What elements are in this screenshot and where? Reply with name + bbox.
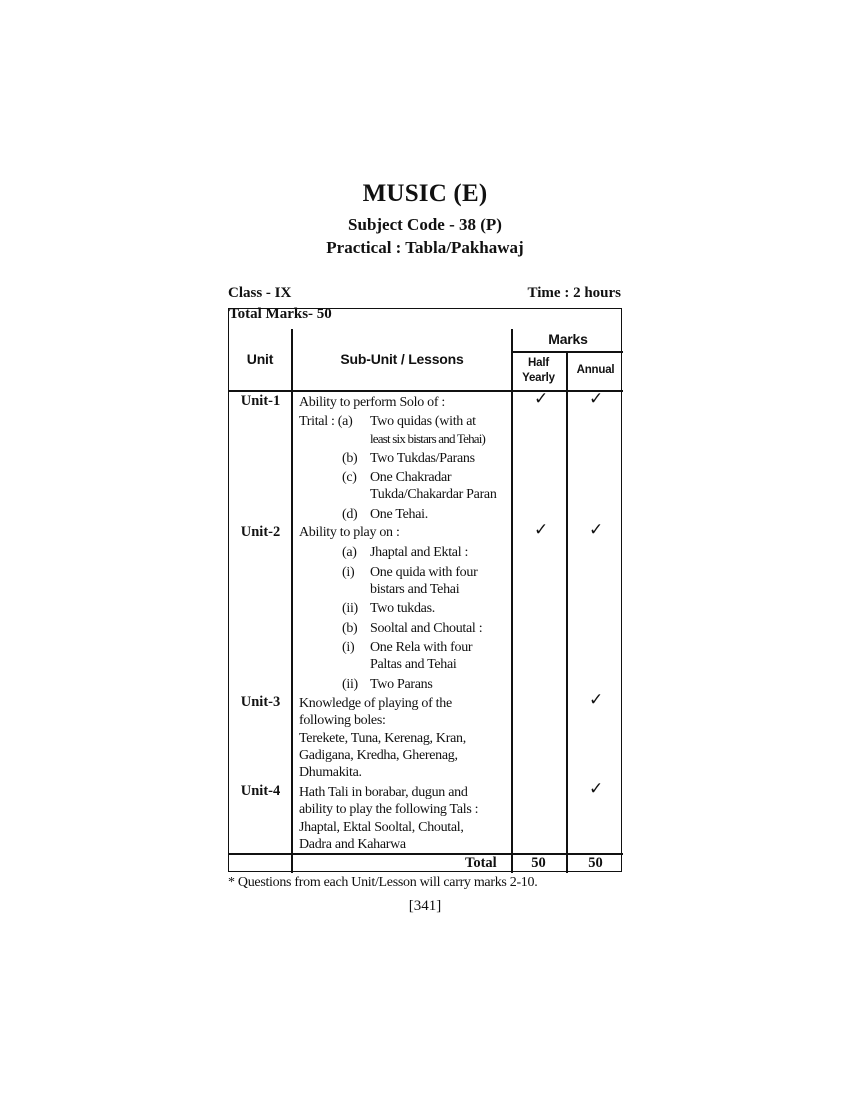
header-divider — [229, 390, 623, 392]
lesson-marker: Trital : (a) — [299, 414, 353, 429]
lesson-line: Jhaptal, Ektal Sooltal, Choutal, — [299, 820, 464, 835]
lesson-marker: (ii) — [342, 677, 358, 692]
lesson-line: Knowledge of playing of the — [299, 696, 452, 711]
lesson-marker: (b) — [342, 621, 358, 636]
lesson-line: ability to play the following Tals : — [299, 802, 479, 817]
lesson-line: Two Parans — [370, 677, 433, 692]
check-icon: ✓ — [534, 520, 549, 540]
unit-label: Unit-3 — [240, 694, 281, 710]
header-annual: Annual — [576, 364, 615, 376]
lesson-line: Two Tukdas/Parans — [370, 451, 475, 466]
lesson-line: following boles: — [299, 713, 386, 728]
lesson-line: Terekete, Tuna, Kerenag, Kran, — [299, 731, 466, 746]
syllabus-table — [228, 308, 622, 872]
check-icon: ✓ — [589, 389, 604, 409]
header-marks: Marks — [548, 331, 588, 347]
unit-label: Unit-1 — [240, 393, 281, 409]
total-label: Total — [465, 855, 497, 871]
header-half-yearly: Half Yearly — [522, 357, 555, 384]
practical-subject: Practical : Tabla/Pakhawaj — [326, 238, 524, 257]
lesson-line: bistars and Tehai — [370, 582, 460, 597]
lesson-marker: (c) — [342, 470, 357, 485]
lesson-marker: (ii) — [342, 601, 358, 616]
lesson-line: Two quidas (with at — [370, 414, 476, 429]
lesson-line: Paltas and Tehai — [370, 657, 457, 672]
lesson-line: One Tehai. — [370, 507, 428, 522]
lesson-line: Dadra and Kaharwa — [299, 837, 406, 852]
lesson-line: least six bistars and Tehai) — [370, 431, 486, 446]
lesson-marker: (i) — [342, 565, 355, 580]
check-icon: ✓ — [589, 779, 604, 799]
lesson-line: Gadigana, Kredha, Gherenag, — [299, 748, 458, 763]
total-marks-label: Total Marks- 50 — [229, 306, 332, 322]
lesson-line: One Chakradar — [370, 470, 452, 485]
lesson-line: Tukda/Chakardar Paran — [370, 487, 497, 502]
column-divider — [511, 329, 513, 873]
marks-divider — [511, 351, 623, 353]
lesson-marker: (b) — [342, 451, 358, 466]
lesson-line: Dhumakita. — [299, 765, 362, 780]
lesson-line: Jhaptal and Ektal : — [370, 545, 469, 560]
unit-label: Unit-4 — [240, 783, 281, 799]
class-label: Class - IX — [228, 285, 292, 301]
check-icon: ✓ — [589, 690, 604, 710]
lesson-line: Ability to perform Solo of : — [299, 395, 445, 410]
subject-code: Subject Code - 38 (P) — [348, 215, 502, 234]
time-label: Time : 2 hours — [527, 285, 621, 301]
lesson-line: One Rela with four — [370, 640, 473, 655]
check-icon: ✓ — [534, 389, 549, 409]
lesson-marker: (d) — [342, 507, 358, 522]
lesson-line: Two tukdas. — [370, 601, 435, 616]
column-divider — [566, 351, 568, 873]
total-annual: 50 — [588, 855, 603, 871]
lesson-line: Hath Tali in borabar, dugun and — [299, 785, 468, 800]
total-half-yearly: 50 — [531, 855, 546, 871]
lesson-line: Sooltal and Choutal : — [370, 621, 483, 636]
lesson-marker: (a) — [342, 545, 357, 560]
unit-label: Unit-2 — [240, 524, 281, 540]
page-number: [341] — [408, 898, 442, 914]
lesson-line: One quida with four — [370, 565, 478, 580]
header-sub-unit: Sub-Unit / Lessons — [340, 351, 464, 367]
header-unit: Unit — [246, 351, 274, 367]
footnote: * Questions from each Unit/Lesson will carry marks 2-10. — [228, 875, 538, 890]
lesson-line: Ability to play on : — [299, 525, 400, 540]
document-title: MUSIC (E) — [362, 180, 488, 207]
check-icon: ✓ — [589, 520, 604, 540]
lesson-marker: (i) — [342, 640, 355, 655]
